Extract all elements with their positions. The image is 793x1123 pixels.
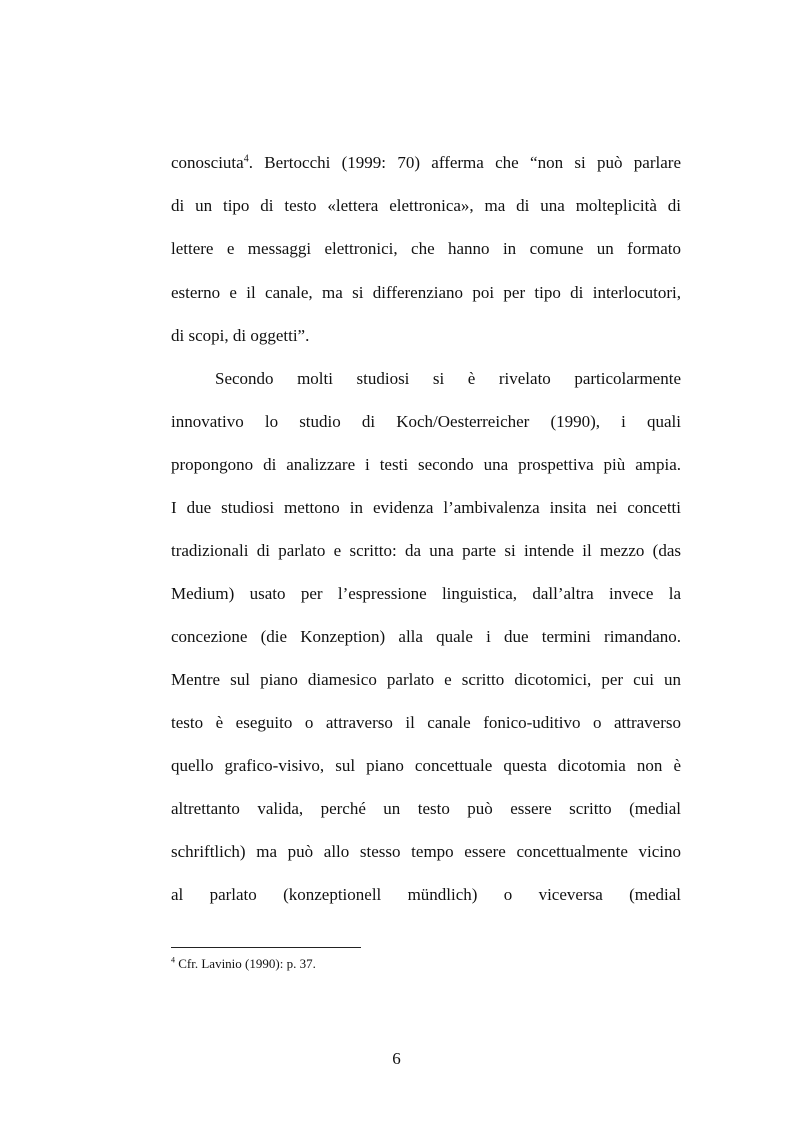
- body-line-11: Medium) usato per l’espressione linguistica, dall’altra invece la: [171, 584, 681, 603]
- footnote-number: 4: [171, 955, 175, 965]
- body-line-8: propongono di analizzare i testi secondo una prospettiva più ampia.: [171, 455, 681, 474]
- body-line-3: lettere e messaggi elettronici, che hanno in comune un formato: [171, 239, 681, 258]
- body-line-7: innovativo lo studio di Koch/Oesterreicher (1990), i quali: [171, 412, 681, 431]
- body-line-13: Mentre sul piano diamesico parlato e scritto dicotomici, per cui un: [171, 670, 681, 689]
- body-line-1-start: conosciuta: [171, 153, 244, 172]
- body-line-2: di un tipo di testo «lettera elettronica», ma di una molteplicità di: [171, 196, 681, 215]
- body-line-1-end: . Bertocchi (1999: 70) afferma che “non si può parlare: [248, 153, 681, 172]
- body-line-18: al parlato (konzeptionell mündlich) o viceversa (medial: [171, 885, 681, 904]
- body-line-9: I due studiosi mettono in evidenza l’ambivalenza insita nei concetti: [171, 498, 681, 517]
- footnote: [171, 955, 316, 973]
- footnote-separator: [171, 947, 361, 948]
- body-line-14: testo è eseguito o attraverso il canale fonico-uditivo o attraverso: [171, 713, 681, 732]
- body-line-17: schriftlich) ma può allo stesso tempo essere concettualmente vicino: [171, 842, 681, 861]
- footnote-reference: 4: [243, 153, 249, 165]
- page-number: 6: [392, 1049, 401, 1068]
- body-line-15: quello grafico-visivo, sul piano concettuale questa dicotomia non è: [171, 756, 681, 775]
- body-line-4: esterno e il canale, ma si differenziano poi per tipo di interlocutori,: [171, 283, 681, 302]
- body-line-16: altrettanto valida, perché un testo può essere scritto (medial: [171, 799, 681, 818]
- body-line-10: tradizionali di parlato e scritto: da una parte si intende il mezzo (das: [171, 541, 681, 560]
- body-line-1: [171, 152, 681, 174]
- body-line-12: concezione (die Konzeption) alla quale i due termini rimandano.: [171, 627, 681, 646]
- body-line-6: Secondo molti studiosi si è rivelato particolarmente: [215, 369, 681, 388]
- body-line-5: di scopi, di oggetti”.: [171, 326, 310, 345]
- footnote-text: Cfr. Lavinio (1990): p. 37.: [178, 956, 316, 971]
